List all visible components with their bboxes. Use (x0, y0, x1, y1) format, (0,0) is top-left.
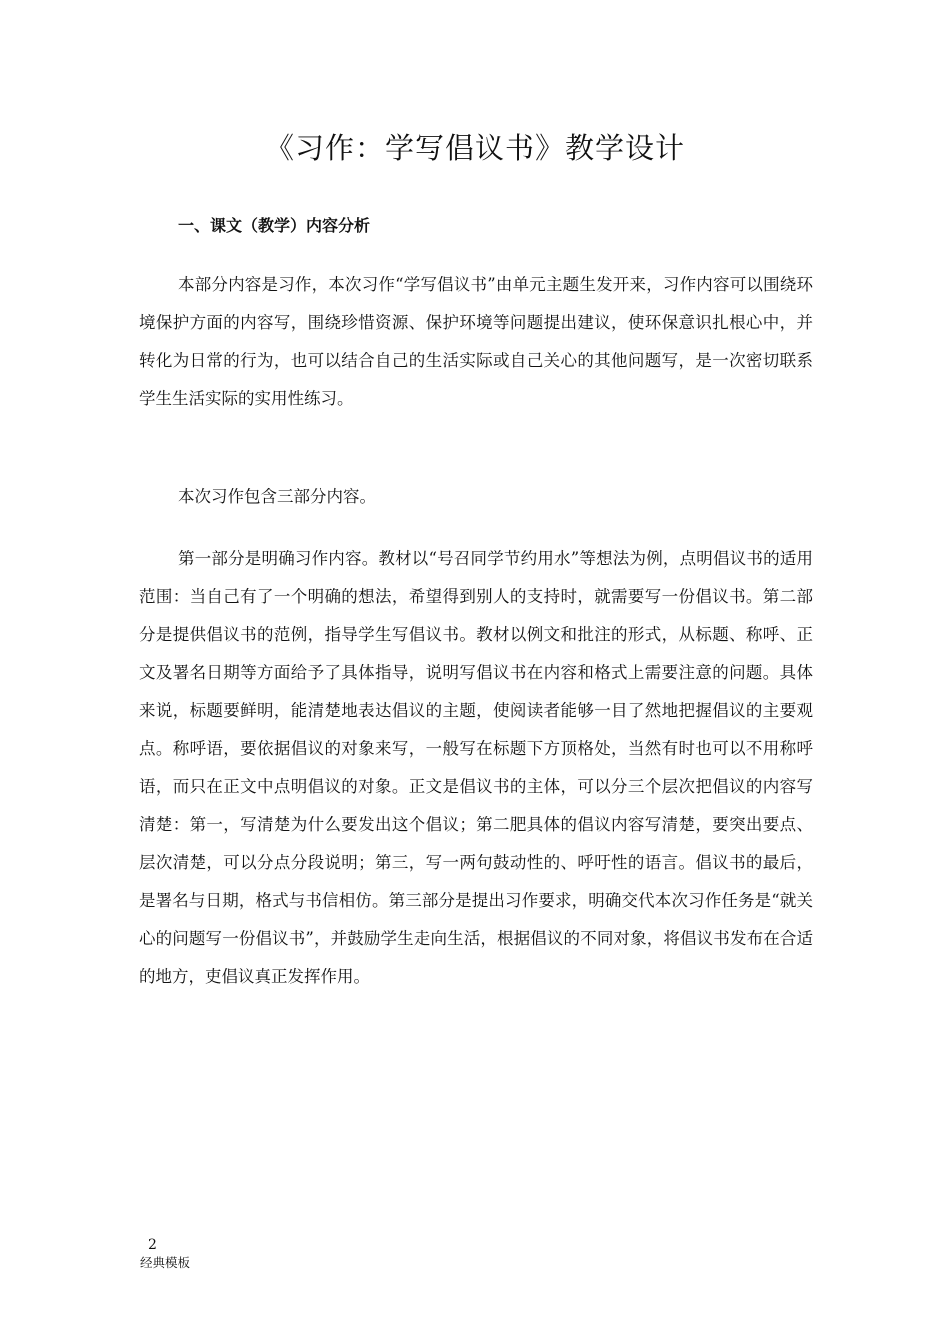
paragraph-parts-detail: 第一部分是明确习作内容。教材以“号召同学节约用水”等想法为例，点明倡议书的适用范围：当自己有了一个明确的想法，希望得到别人的支持时，就需要写一份倡议书。第二部分是提供倡议书的范例，指导学生写倡议书。教材以例文和批注的形式，从标题、称呼、正文及署名日期等方面给予了具体指导，说明写倡议书在内容和格式上需要注意的问题。具体来说，标题要鲜明，能清楚地表达倡议的主题，使阅读者能够一目了然地把握倡议的主要观点。称呼语，要依据倡议的对象来写，一般写在标题下方顶格处，当然有时也可以不用称呼语，而只在正文中点明倡议的对象。正文是倡议书的主体，可以分三个层次把倡议的内容写清楚：第一，写清楚为什么要发出这个倡议；第二肥具体的倡议内容写清楚，要突出要点、层次清楚，可以分点分段说明；第三，写一两句鼓动性的、呼吁性的语言。倡议书的最后，是署名与日期，格式与书信相仿。第三部分是提出习作要求，明确交代本次习作任务是“就关心的问题写一份倡议书”，并鼓励学生走向生活，根据倡议的不同对象，将倡议书发布在合适的地方，吏倡议真正发挥作用。 (139, 549, 813, 986)
paragraph-three-parts: 本次习作包含三部分内容。 (178, 487, 376, 506)
page-number: 2 (148, 1237, 157, 1253)
footer-label: 经典模板 (140, 1255, 191, 1270)
paragraph-content-analysis: 本部分内容是习作，本次习作“学写倡议书”由单元主题生发开来，习作内容可以围绕环境保护方面的内容写，围绕珍惜资源、保护环境等问题提出建议，使环保意识扎根心中，并转化为日常的行为，也可以结合自己的生活实际或自己关心的其他问题写，是一次密切联系学生生活实际的实用性练习。 (139, 275, 813, 408)
document-title: 《习作：学写倡议书》教学设计 (264, 131, 685, 165)
section-heading: 一、课文（教学）内容分析 (178, 216, 371, 235)
